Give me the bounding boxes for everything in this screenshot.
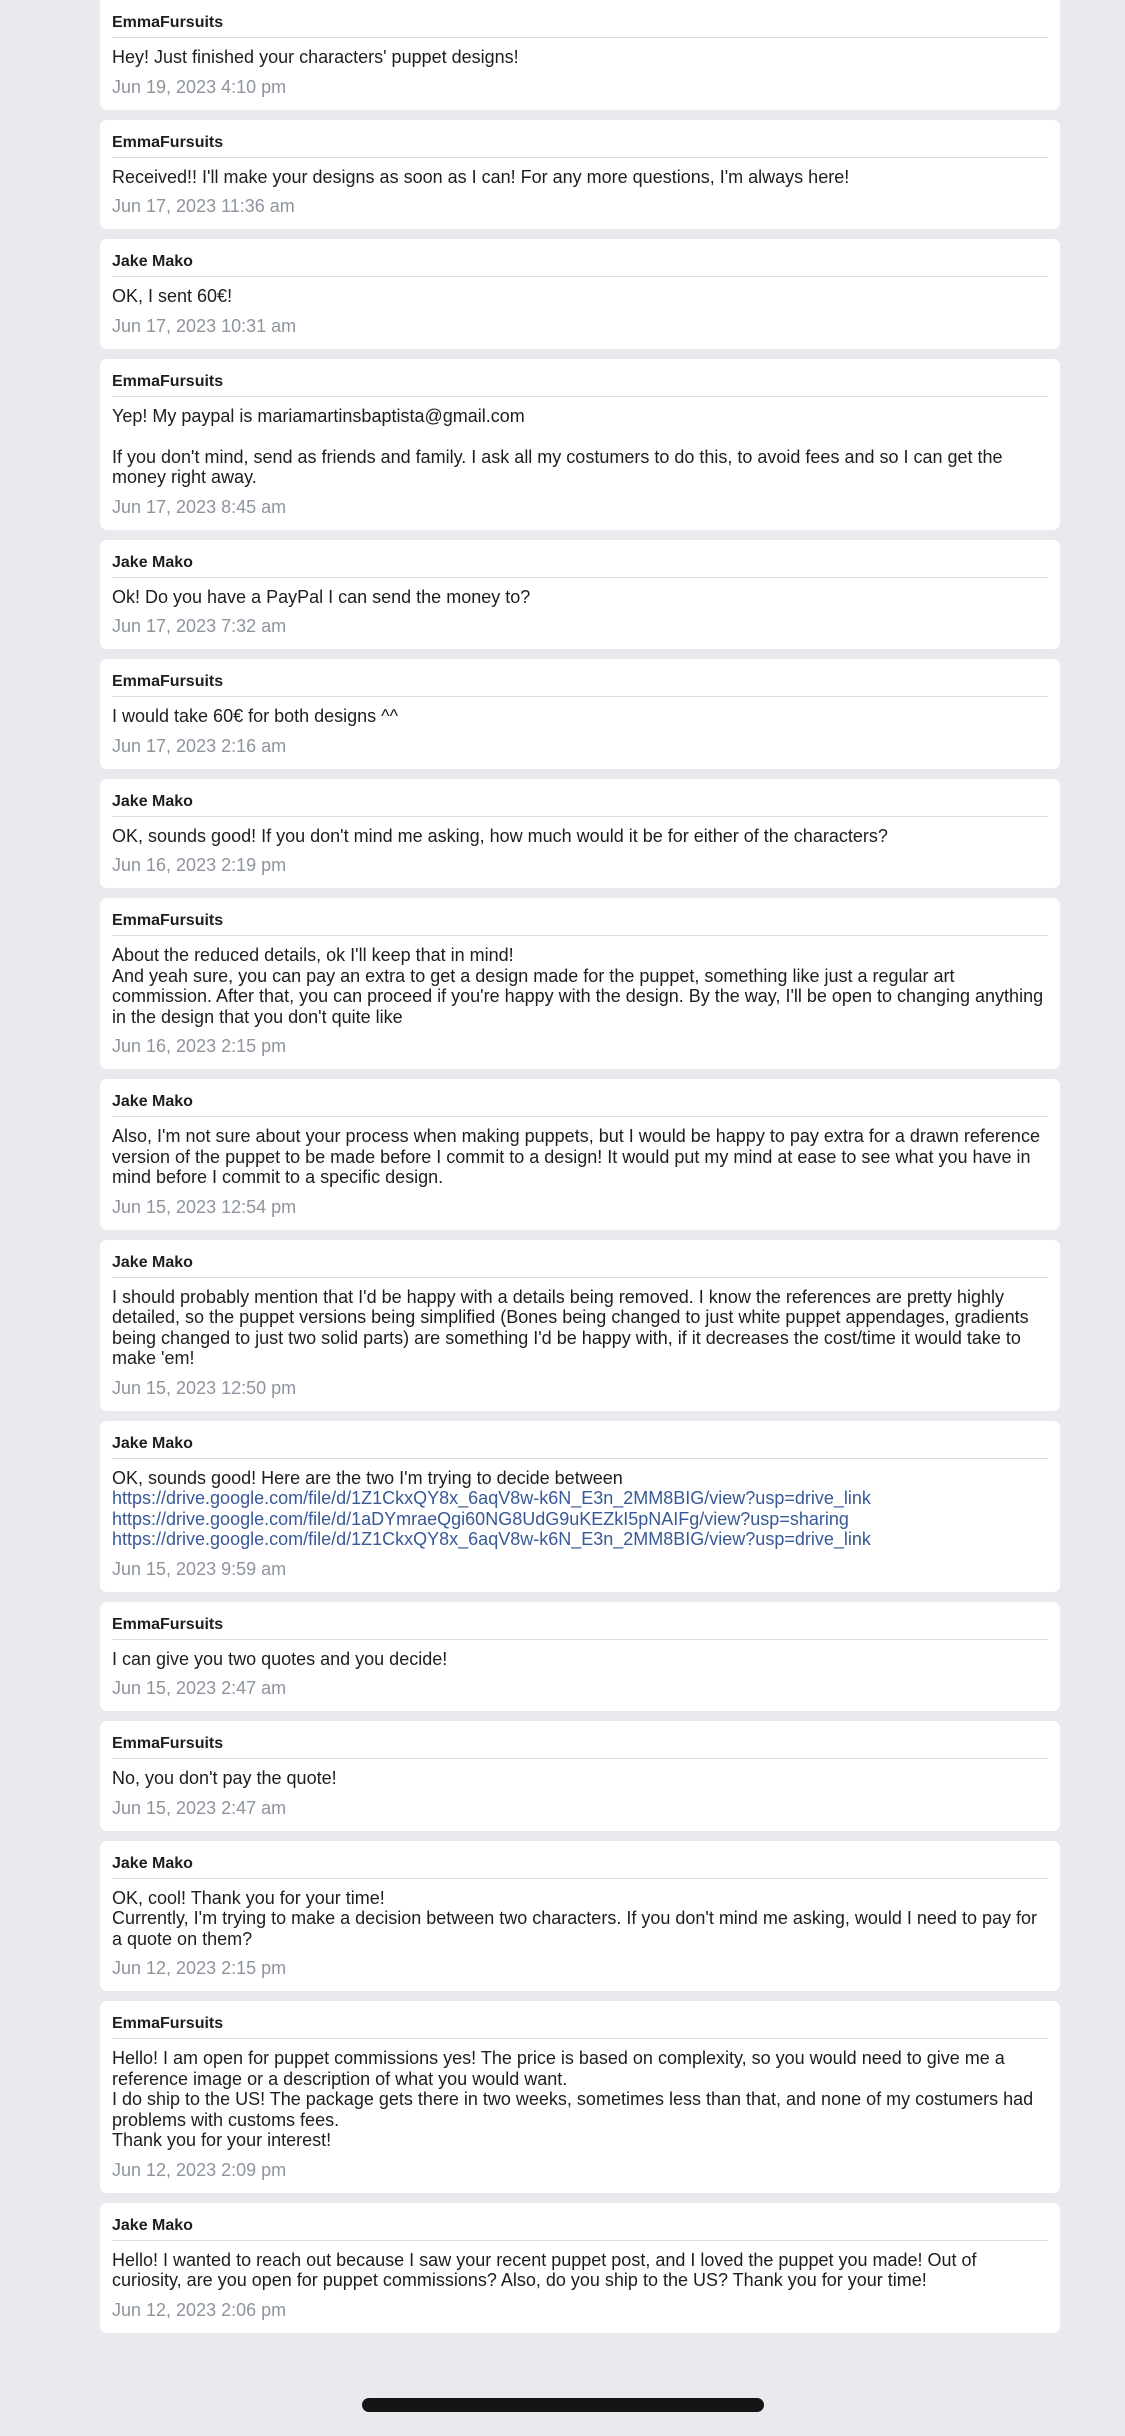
message-sender: Jake Mako <box>112 1841 1048 1879</box>
message-body <box>112 47 1048 68</box>
message-timestamp: Jun 17, 2023 8:45 am <box>112 496 287 517</box>
message-body <box>112 945 1048 1027</box>
message-text-line: If you don't mind, send as friends and family. I ask all my costumers to do this, to avoid fees and so I can get the money right away. <box>112 446 1003 487</box>
message-sender: Jake Mako <box>112 779 1048 817</box>
message-link[interactable]: https://drive.google.com/file/d/1aDYmraeQgi60NG8UdG9uKEZkI5pNAIFg/view?usp=sharing <box>112 1508 849 1529</box>
message-card <box>100 540 1060 650</box>
message-text-line: Ok! Do you have a PayPal I can send the money to? <box>112 586 531 607</box>
message-body <box>112 706 1048 727</box>
message-text-line <box>112 426 1048 447</box>
message-timestamp: Jun 12, 2023 2:09 pm <box>112 2159 287 2180</box>
message-sender: Jake Mako <box>112 239 1048 277</box>
message-timestamp: Jun 17, 2023 10:31 am <box>112 315 297 336</box>
message-sender: Jake Mako <box>112 540 1048 578</box>
message-timestamp: Jun 15, 2023 9:59 am <box>112 1558 287 1579</box>
message-thread <box>100 0 1060 2343</box>
message-body <box>112 2250 1048 2291</box>
message-sender: EmmaFursuits <box>112 359 1048 397</box>
message-body <box>112 1768 1048 1789</box>
message-text-line: OK, I sent 60€! <box>112 286 233 306</box>
message-timestamp: Jun 17, 2023 2:16 am <box>112 735 287 756</box>
message-link[interactable]: https://drive.google.com/file/d/1Z1CkxQY8x_6aqV8w-k6N_E3n_2MM8BIG/view?usp=drive_link <box>112 1488 871 1508</box>
message-sender: EmmaFursuits <box>112 2001 1048 2039</box>
message-sender: EmmaFursuits <box>112 1721 1048 1759</box>
message-body <box>112 826 1048 847</box>
message-body <box>112 286 1048 307</box>
message-text-line: Received!! I'll make your designs as soon as I can! For any more questions, I'm always here! <box>112 166 850 187</box>
message-timestamp: Jun 16, 2023 2:15 pm <box>112 1036 287 1056</box>
message-body <box>112 2048 1048 2151</box>
message-sender: EmmaFursuits <box>112 659 1048 697</box>
message-timestamp: Jun 16, 2023 2:19 pm <box>112 855 287 875</box>
message-sender: EmmaFursuits <box>112 1602 1048 1640</box>
message-text-line: Thank you for your interest! <box>112 2130 332 2150</box>
message-sender: EmmaFursuits <box>112 0 1048 38</box>
message-text-line: I can give you two quotes and you decide! <box>112 1648 448 1669</box>
message-text-line: Also, I'm not sure about your process when making puppets, but I would be happy to pay extra for a drawn reference version of the puppet to be made before I commit to a design! It would put my mind at ease to see what you have in mind before I commit to a specific design. <box>112 1126 1040 1187</box>
message-text-line: Hello! I am open for puppet commissions yes! The price is based on complexity, so you would need to give me a reference image or a description of what you would want. <box>112 2048 1005 2089</box>
message-body <box>112 1287 1048 1369</box>
message-card <box>100 898 1060 1069</box>
message-card <box>100 239 1060 349</box>
message-text-line: Hello! I wanted to reach out because I saw your recent puppet post, and I loved the puppet you made! Out of curiosity, are you open for puppet commissions? Also, do you ship to the US? Thank you for your time! <box>112 2249 977 2290</box>
message-timestamp: Jun 15, 2023 12:50 pm <box>112 1377 297 1398</box>
message-text-line: No, you don't pay the quote! <box>112 1768 337 1788</box>
message-sender: EmmaFursuits <box>112 120 1048 158</box>
message-body <box>112 587 1048 608</box>
message-text-line: OK, cool! Thank you for your time! <box>112 1887 385 1908</box>
message-text-line: I would take 60€ for both designs ^^ <box>112 706 399 726</box>
message-body <box>112 1468 1048 1550</box>
message-card <box>100 1421 1060 1592</box>
message-sender: EmmaFursuits <box>112 898 1048 936</box>
message-timestamp: Jun 12, 2023 2:06 pm <box>112 2299 287 2320</box>
message-card <box>100 1240 1060 1411</box>
message-timestamp: Jun 17, 2023 11:36 am <box>112 196 295 216</box>
message-body <box>112 1649 1048 1670</box>
message-body <box>112 1126 1048 1188</box>
message-text-line: OK, sounds good! If you don't mind me asking, how much would it be for either of the characters? <box>112 825 888 846</box>
message-body <box>112 167 1048 188</box>
message-body <box>112 1888 1048 1950</box>
message-timestamp: Jun 12, 2023 2:15 pm <box>112 1958 287 1978</box>
message-card <box>100 659 1060 769</box>
message-text-line: I do ship to the US! The package gets there in two weeks, sometimes less than that, and none of my costumers had problems with customs fees. <box>112 2089 1034 2130</box>
message-card <box>100 1079 1060 1230</box>
message-text-line: Hey! Just finished your characters' puppet designs! <box>112 47 519 67</box>
message-body <box>112 406 1048 488</box>
message-link[interactable]: https://drive.google.com/file/d/1Z1CkxQY8x_6aqV8w-k6N_E3n_2MM8BIG/view?usp=drive_link <box>112 1529 871 1549</box>
message-text-line: About the reduced details, ok I'll keep that in mind! <box>112 945 514 965</box>
message-sender: Jake Mako <box>112 2203 1048 2241</box>
message-timestamp: Jun 19, 2023 4:10 pm <box>112 76 287 97</box>
message-text-line: Currently, I'm trying to make a decision between two characters. If you don't mind me asking, would I need to pay for a quote on them? <box>112 1908 1037 1949</box>
message-timestamp: Jun 15, 2023 12:54 pm <box>112 1196 297 1217</box>
message-sender: Jake Mako <box>112 1240 1048 1278</box>
message-sender: Jake Mako <box>112 1421 1048 1459</box>
message-text-line: OK, sounds good! Here are the two I'm trying to decide between <box>112 1467 623 1488</box>
message-card <box>100 359 1060 530</box>
message-card <box>100 1602 1060 1712</box>
message-text-line: And yeah sure, you can pay an extra to get a design made for the puppet, something like just a regular art commission. After that, you can proceed if you're happy with the design. By the way, I'll be open to changing anything in the design that you don't quite like <box>112 965 1044 1027</box>
message-card <box>100 120 1060 230</box>
message-card <box>100 2203 1060 2333</box>
message-card <box>100 0 1060 110</box>
message-card <box>100 1841 1060 1992</box>
message-timestamp: Jun 15, 2023 2:47 am <box>112 1797 287 1818</box>
message-card <box>100 1721 1060 1831</box>
message-text-line: Yep! My paypal is mariamartinsbaptista@gmail.com <box>112 405 525 426</box>
message-card <box>100 779 1060 889</box>
message-timestamp: Jun 15, 2023 2:47 am <box>112 1678 287 1698</box>
home-indicator[interactable] <box>362 2398 764 2412</box>
message-timestamp: Jun 17, 2023 7:32 am <box>112 616 287 636</box>
message-sender: Jake Mako <box>112 1079 1048 1117</box>
message-text-line: I should probably mention that I'd be happy with a details being removed. I know the references are pretty highly detailed, so the puppet versions being simplified (Bones being changed to just white puppet appendages, gradients being changed to just two solid parts) are something I'd be happy with, if it decreases the cost/time it would take to make 'em! <box>112 1286 1029 1368</box>
message-card <box>100 2001 1060 2193</box>
